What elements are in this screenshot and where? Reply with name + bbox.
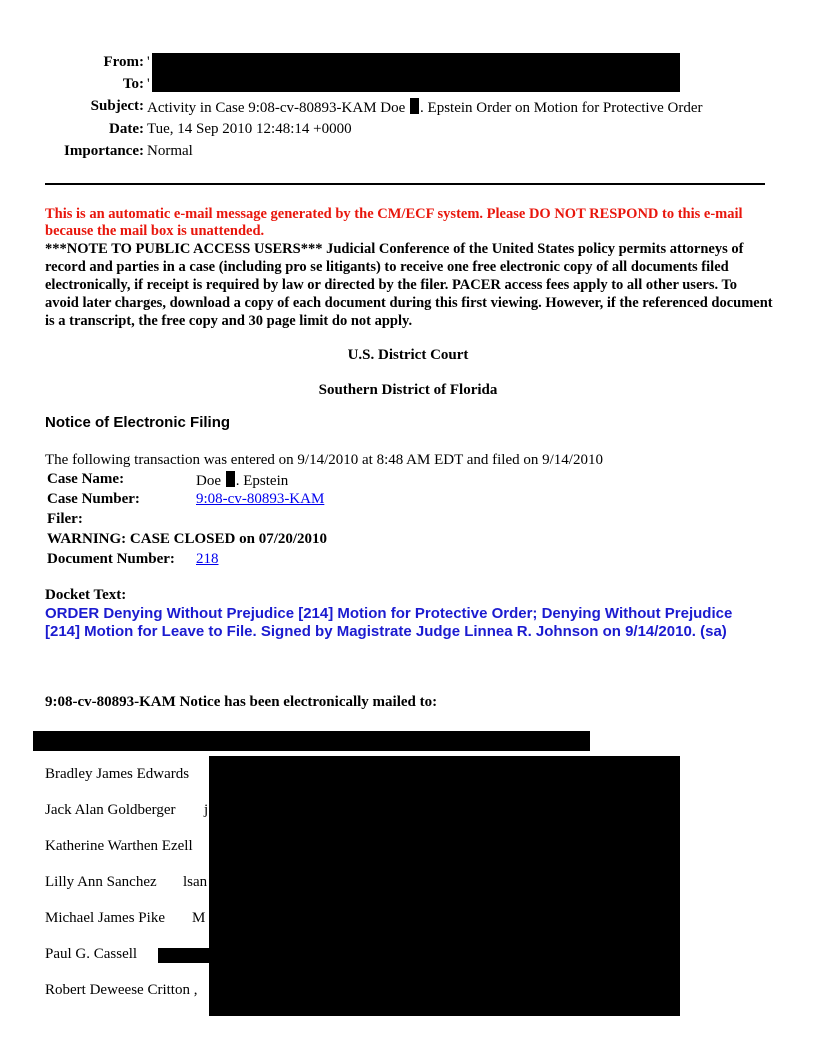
docket-text-label: Docket Text:	[45, 587, 127, 603]
case-name-post: . Epstein	[235, 473, 289, 489]
recipient-email-fragment: M	[192, 910, 206, 926]
recipient-name: Bradley James Edwards	[45, 766, 190, 782]
recipient-name: Paul G. Cassell	[45, 946, 138, 962]
case-name-value	[196, 471, 288, 490]
redaction-recipients-block	[209, 756, 680, 1016]
header-divider	[45, 183, 765, 185]
subject-post: . Epstein Order on Motion for Protective Order	[420, 100, 703, 116]
importance-label: Importance:	[64, 143, 144, 159]
case-name-pre: Doe	[196, 473, 221, 489]
subject-label: Subject:	[90, 98, 144, 114]
recipient-name: Robert Deweese Critton ,	[45, 982, 198, 998]
date-value: Tue, 14 Sep 2010 12:48:14 +0000	[147, 121, 352, 137]
redaction-mailing-line	[33, 731, 590, 751]
recipient-email-fragment: j	[204, 802, 209, 818]
to-value: '	[147, 76, 150, 92]
case-name-label: Case Name:	[47, 471, 125, 487]
document-number-value	[196, 551, 219, 568]
to-label: To:	[122, 76, 144, 92]
from-label: From:	[103, 54, 144, 70]
recipient-name: Jack Alan Goldberger	[45, 802, 176, 818]
subject-value	[147, 98, 702, 117]
recipient-name: Michael James Pike	[45, 910, 165, 926]
case-closed-warning: WARNING: CASE CLOSED on 07/20/2010	[47, 531, 328, 547]
subject-pre: Activity in Case 9:08-cv-80893-KAM Doe	[147, 100, 406, 116]
date-label: Date:	[109, 121, 144, 137]
from-value: '	[147, 54, 150, 70]
public-access-note: ***NOTE TO PUBLIC ACCESS USERS*** Judicial Conference of the United States policy permits attorneys of record and parties in a case (including pro se litigants) to receive one free electronic copy of all documents filed electronically, if receipt is required by law or directed by the filer. PACER access fees apply to all other users. To avoid later charges, download a copy of each document during this first viewing. However, if the referenced document is a transcript, the free copy and 30 page limit do not apply.	[45, 241, 773, 329]
document-number-label: Document Number:	[47, 551, 175, 567]
filer-label: Filer:	[47, 511, 83, 527]
recipient-email-fragment: lsan	[183, 874, 208, 890]
court-district: Southern District of Florida	[318, 382, 498, 398]
docket-text: ORDER Denying Without Prejudice [214] Motion for Protective Order; Denying Without Prejudice [214] Motion for Leave to File. Signed by Magistrate Judge Linnea R. Johnson on 9/14/2010. (sa)	[45, 605, 733, 640]
case-number-label: Case Number:	[47, 491, 140, 507]
notice-title: Notice of Electronic Filing	[45, 414, 231, 431]
auto-message-warning: This is an automatic e-mail message generated by the CM/ECF system. Please DO NOT RESPOND to this e-mail because the mail box is unattended.	[45, 206, 743, 239]
redaction-case-name	[226, 471, 235, 487]
redaction-from-to	[152, 53, 680, 92]
case-number-value	[196, 491, 324, 508]
recipient-name: Katherine Warthen Ezell	[45, 838, 193, 854]
redaction-subject	[410, 98, 419, 114]
mailing-heading: 9:08-cv-80893-KAM Notice has been electronically mailed to:	[45, 694, 438, 710]
court-name: U.S. District Court	[347, 347, 469, 363]
document-number-link[interactable]: 218	[196, 551, 219, 567]
importance-value: Normal	[147, 143, 193, 159]
case-number-link[interactable]: 9:08-cv-80893-KAM	[196, 491, 325, 507]
transaction-line: The following transaction was entered on 9/14/2010 at 8:48 AM EDT and filed on 9/14/2010	[45, 452, 603, 468]
recipient-name: Lilly Ann Sanchez	[45, 874, 157, 890]
redaction-recipient-small	[158, 948, 210, 963]
